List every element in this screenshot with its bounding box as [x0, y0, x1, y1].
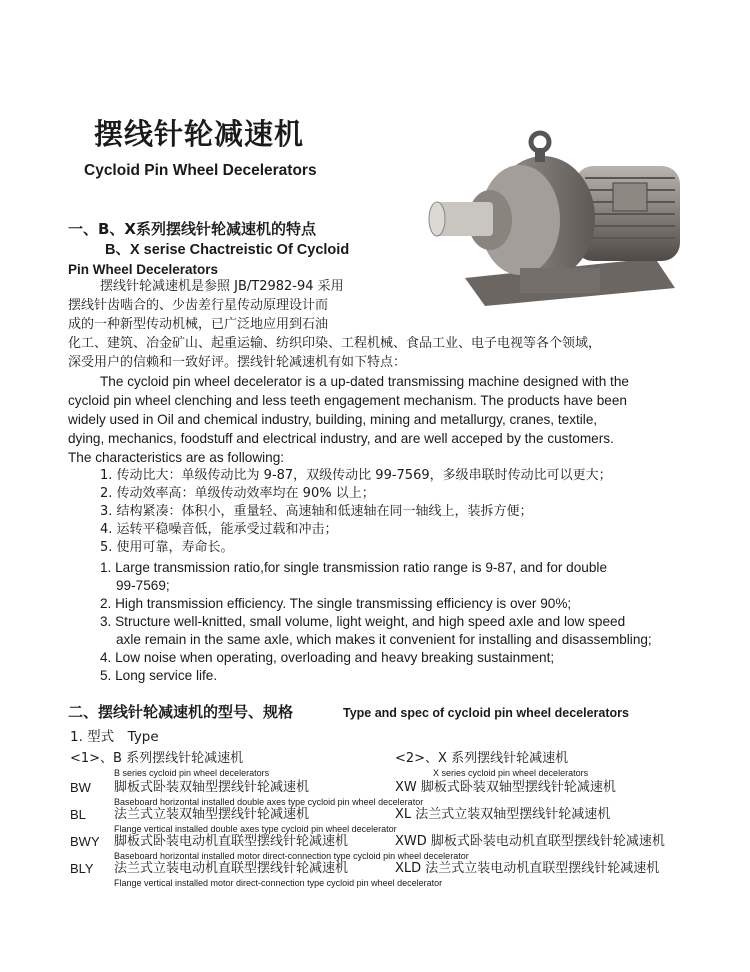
feature-cn: 2. 传动效率高：单级传动效率均在 90% 以上；	[100, 486, 375, 501]
row-code: BWY	[70, 834, 100, 849]
row-x: XW 脚板式卧装双轴型摆线针轮减速机	[395, 780, 616, 795]
feature-en: 1. Large transmission ratio,for single transmission ratio range is 9-87, and for double	[100, 560, 608, 575]
feature-en: 99-7569;	[116, 578, 170, 593]
intro-cn-line: 摆线针齿啮合的、少齿差行星传动原理设计而	[68, 298, 329, 313]
row-x: XL 法兰式立装双轴型摆线针轮减速机	[395, 807, 611, 822]
x-series-en: X series cycloid pin wheel decelerators	[433, 768, 589, 778]
row-code: BL	[70, 807, 86, 822]
feature-cn: 1. 传动比大：单级传动比为 9-87，双级传动比 99-7569，多级串联时传动比可以更大；	[100, 468, 612, 483]
section1-heading-en: B、X serise Chactreistic Of Cycloid	[105, 242, 350, 258]
intro-en-line: widely used in Oil and chemical industry, building, mining and metallurgy, cranes, textile,	[68, 412, 598, 427]
feature-en: 3. Structure well-knitted, small volume, light weight, and high speed axle and low speed	[100, 614, 626, 629]
page-subtitle: Cycloid Pin Wheel Decelerators	[84, 162, 317, 179]
intro-en-line: The characteristics are as following:	[68, 450, 285, 465]
feature-en: 2. High transmission efficiency. The single transmissing efficiency is over 90%;	[100, 596, 572, 611]
row-b-cn: 法兰式立装双轴型摆线针轮减速机	[114, 807, 310, 822]
x-series-title: <2>、X 系列摆线针轮减速机	[395, 751, 569, 766]
feature-cn: 3. 结构紧凑：体积小，重量轻、高速轴和低速轴在同一轴线上，装拆方便；	[100, 504, 533, 519]
intro-en-line: cycloid pin wheel clenching and less teeth engagement mechanism. The products have been	[68, 393, 627, 408]
intro-cn-line: 化工、建筑、冶金矿山、起重运输、纺织印染、工程机械、食品工业、电子电视等各个领域，	[68, 336, 602, 351]
intro-cn-line: 深受用户的信赖和一致好评。摆线针轮减速机有如下特点：	[68, 355, 407, 370]
feature-en: 4. Low noise when operating, overloading and heavy breaking sustainment;	[100, 650, 555, 665]
b-series-en: B series cycloid pin wheel decelerators	[114, 768, 270, 778]
intro-cn-line: 成的一种新型传动机械，已广泛地应用到石油	[68, 317, 329, 332]
intro-en-line: dying, mechanics, foodstuff and electrical industry, and are well acceped by the customers.	[68, 431, 614, 446]
row-b-cn: 法兰式立装电动机直联型摆线针轮减速机	[114, 861, 349, 876]
row-x: XWD 脚板式卧装电动机直联型摆线针轮减速机	[395, 834, 665, 849]
section2-heading-cn: 二、摆线针轮减速机的型号、规格	[68, 703, 294, 721]
feature-en: axle remain in the same axle, which makes it convenient for installing and disassembling;	[116, 632, 652, 647]
section1-heading-en-cont: Pin Wheel Decelerators	[68, 262, 219, 277]
intro-en-line: The cycloid pin wheel decelerator is a up-dated transmissing machine designed with the	[100, 374, 629, 389]
section1-heading-cn: 一、B、X系列摆线针轮减速机的特点	[68, 220, 316, 238]
type-label: 1. 型式 Type	[70, 729, 159, 745]
row-en: Baseboard horizontal installed motor direct-connection type cycloid pin wheel decelerator	[114, 851, 469, 861]
page-title: 摆线针轮减速机	[94, 117, 305, 151]
row-en: Flange vertical installed motor direct-connection type cycloid pin wheel decelerator	[114, 878, 443, 888]
decelerator-photo	[425, 128, 690, 308]
feature-en: 5. Long service life.	[100, 668, 218, 683]
row-b-cn: 脚板式卧装电动机直联型摆线针轮减速机	[114, 834, 349, 849]
feature-cn: 5. 使用可靠，寿命长。	[100, 540, 234, 555]
row-x: XLD 法兰式立装电动机直联型摆线针轮减速机	[395, 861, 660, 876]
b-series-title: <1>、B 系列摆线针轮减速机	[70, 751, 244, 766]
row-code: BW	[70, 780, 91, 795]
intro-cn-line: 摆线针轮减速机是参照 JB/T2982-94 采用	[100, 279, 344, 294]
row-en: Baseboard horizontal installed double axes type cycloid pin wheel decelerator	[114, 797, 424, 807]
row-en: Flange vertical installed double axes type cycloid pin wheel decelerator	[114, 824, 397, 834]
feature-cn: 4. 运转平稳噪音低，能承受过载和冲击；	[100, 522, 338, 537]
section2-heading-en: Type and spec of cycloid pin wheel decelerators	[343, 706, 629, 720]
row-b-cn: 脚板式卧装双轴型摆线针轮减速机	[114, 780, 310, 795]
row-code: BLY	[70, 861, 94, 876]
